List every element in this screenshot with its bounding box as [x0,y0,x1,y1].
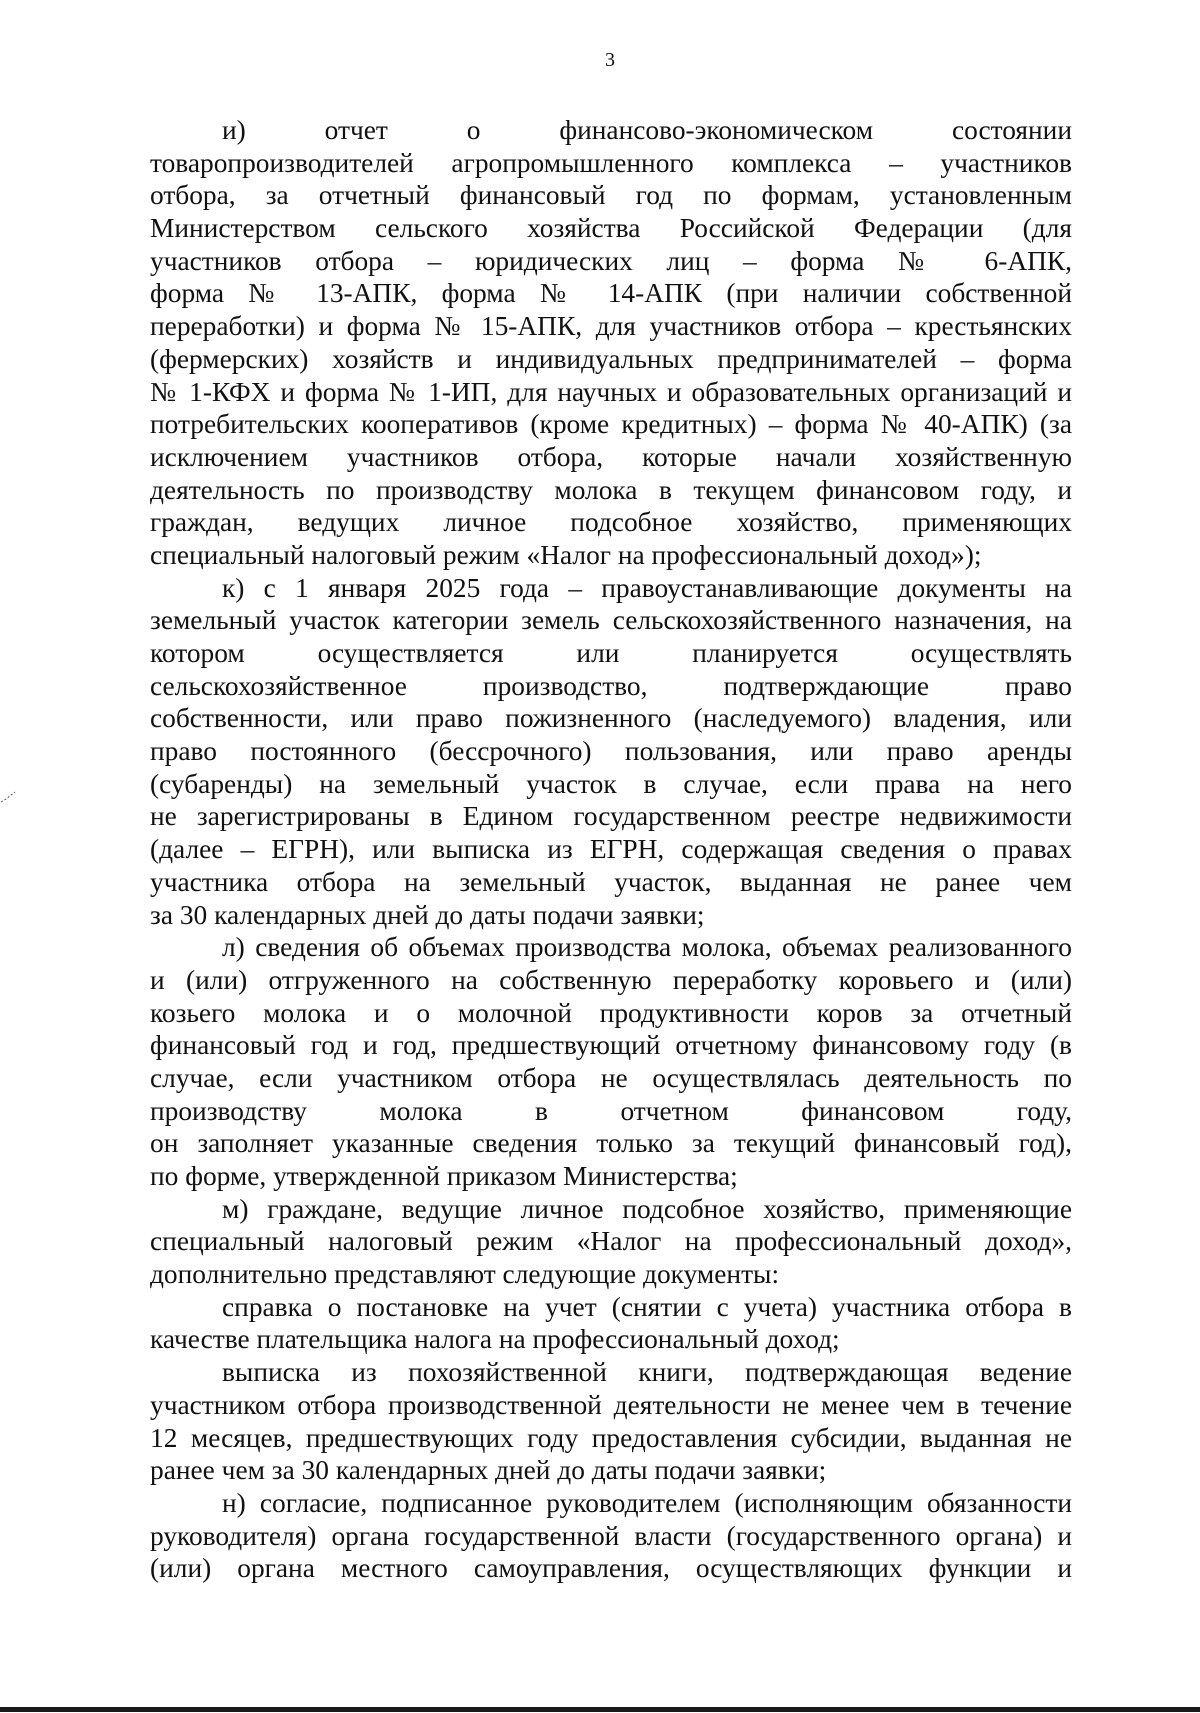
text-line: л) сведения об объемах производства молока, объемах реализованного [222,932,1072,963]
text-line: выписка из похозяйственной книги, подтверждающая ведение [222,1357,1072,1388]
text-line: м) граждане, ведущие личное подсобное хозяйство, применяющие [222,1193,1072,1224]
text-line: специальный налоговый режим «Налог на профессиональный доход», [150,1226,1072,1257]
text-line: 12 месяцев, предшествующих году предоставления субсидии, выданная не [150,1422,1072,1453]
text-line: участником отбора производственной деятельности не менее чем в течение [150,1389,1072,1420]
text-line: справка о постановке на учет (снятии с учета) участника отбора в [222,1291,1072,1322]
text-line: за 30 календарных дней до даты подачи заявки; [150,899,705,930]
text-line: дополнительно представляют следующие документы: [150,1259,780,1290]
text-line: специальный налоговый режим «Налог на профессиональный доход»); [150,539,982,570]
text-line: к) с 1 января 2025 года – правоустанавливающие документы на [222,572,1072,603]
paragraph-l [150,931,1072,1193]
text-line: и) отчет о финансово-экономическом состоянии [222,115,1072,145]
text-line: руководителя) органа государственной власти (государственного органа) и [150,1520,1072,1551]
paragraph-m-2 [150,1356,1072,1487]
text-line: и (или) отгруженного на собственную переработку коровьего и (или) [150,964,1072,995]
bottom-scan-edge [0,1707,1200,1712]
text-line: Министерством сельского хозяйства Российской Федерации (для [150,213,1072,244]
paragraph-m-1 [150,1291,1072,1356]
text-line: потребительских кооперативов (кроме кредитных) – форма № 40-АПК) (за [150,409,1072,440]
text-line: участника отбора на земельный участок, выданная не ранее чем [150,866,1072,897]
paragraph-k [150,572,1072,932]
paragraph-i [150,114,1072,572]
text-line: по форме, утвержденной приказом Министерства; [150,1161,738,1191]
text-line: (далее – ЕГРН), или выписка из ЕГРН, содержащая сведения о правах [150,834,1072,865]
document-body [150,114,1072,1585]
text-line: н) согласие, подписанное руководителем (исполняющим обязанности [222,1487,1072,1518]
text-line: собственности, или право пожизненного (наследуемого) владения, или [150,703,1072,734]
text-line: ранее чем за 30 календарных дней до даты подачи заявки; [150,1455,827,1486]
text-line: производству молока в отчетном финансовом году, [150,1095,1072,1126]
paragraph-m [150,1193,1072,1291]
text-line: переработки) и форма № 15-АПК, для участников отбора – крестьянских [150,311,1072,342]
page-number: 3 [605,49,615,71]
text-line: козьего молока и о молочной продуктивности коров за отчетный [150,997,1072,1028]
text-line: форма № 13-АПК, форма № 14-АПК (при наличии собственной [150,278,1072,309]
text-line: отбора, за отчетный финансовый год по формам, установленным [150,180,1072,211]
text-line: (фермерских) хозяйств и индивидуальных предпринимателей – форма [150,343,1072,374]
scan-artifact-mark [0,790,16,804]
text-line: котором осуществляется или планируется осуществлять [150,638,1072,668]
text-line: не зарегистрированы в Едином государственном реестре недвижимости [150,801,1072,832]
text-line: земельный участок категории земель сельскохозяйственного назначения, на [150,605,1072,636]
text-line: (или) органа местного самоуправления, осуществляющих функции и [150,1553,1072,1584]
text-line: граждан, ведущих личное подсобное хозяйство, применяющих [150,507,1072,538]
text-line: исключением участников отбора, которые начали хозяйственную [150,441,1072,472]
text-line: случае, если участником отбора не осуществлялась деятельность по [150,1062,1072,1093]
text-line: (субаренды) на земельный участок в случае, если права на него [150,768,1072,799]
text-line: он заполняет указанные сведения только за текущий финансовый год), [150,1128,1072,1159]
paragraph-n [150,1487,1072,1585]
text-line: участников отбора – юридических лиц – форма № 6-АПК, [150,245,1072,276]
text-line: право постоянного (бессрочного) пользования, или право аренды [150,736,1072,767]
text-line: качестве плательщика налога на профессиональный доход; [150,1324,840,1355]
text-line: товаропроизводителей агропромышленного комплекса – участников [150,147,1072,178]
text-line: финансовый год и год, предшествующий отчетному финансовому году (в [150,1030,1072,1061]
text-line: № 1-КФХ и форма № 1-ИП, для научных и образовательных организаций и [150,376,1072,407]
text-line: деятельность по производству молока в текущем финансовом году, и [150,474,1072,505]
text-line: сельскохозяйственное производство, подтверждающие право [150,670,1072,701]
